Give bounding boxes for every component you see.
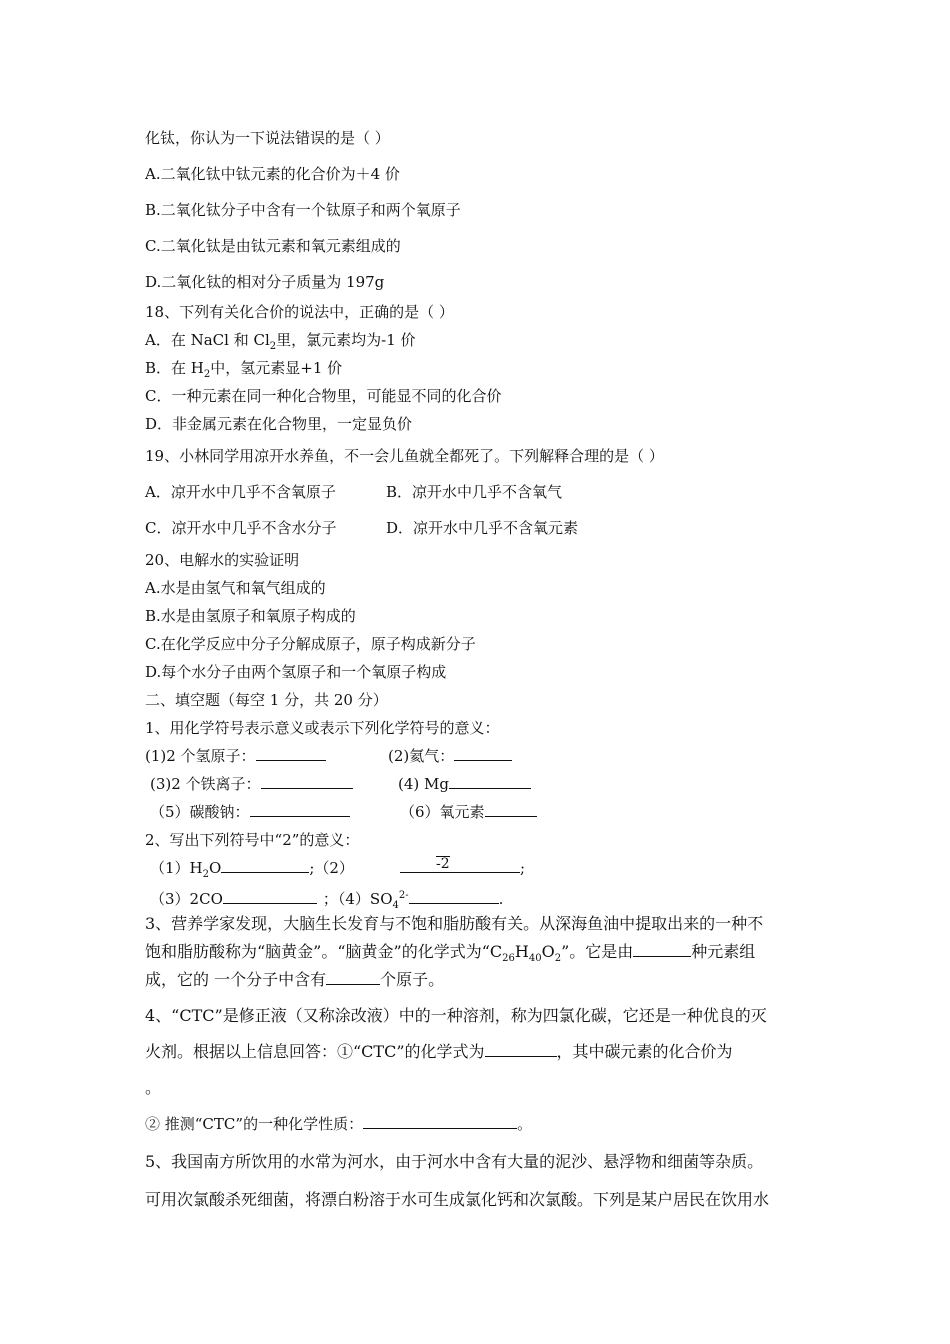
fill2-item2: -2 ; <box>400 858 525 878</box>
answer-blank[interactable] <box>261 774 353 789</box>
fill1-stem: 1、用化学符号表示意义或表示下列化学符号的意义： <box>145 719 500 737</box>
fill1-item2: (2)氦气： <box>388 746 512 766</box>
q20-option-c: C.在化学反应中分子分解成原子，原子构成新分子 <box>145 635 476 653</box>
fill4-line1: 4、“CTC”是修正液（又称涂改液）中的一种溶剂，称为四氯化碳，它还是一种优良的灭 <box>145 1006 767 1025</box>
fill2-stem: 2、写出下列符号中“2”的意义： <box>145 831 360 849</box>
q20-option-a: A.水是由氢气和氧气组成的 <box>145 579 326 597</box>
fill3-line2: 饱和脂肪酸称为“脑黄金”。“脑黄金”的化学式为“$C_{26}H_{40}O_2$”。它是由 种元素组 <box>145 942 756 965</box>
fill1-item1: (1)2 个氢原子： <box>145 746 326 766</box>
fill4-line2: 火剂。根据以上信息回答：①“CTC”的化学式为 ，其中碳元素的化合价为 <box>145 1042 733 1061</box>
fill1-item3: (3)2 个铁离子： <box>150 774 353 794</box>
answer-blank[interactable] <box>485 1042 557 1057</box>
answer-blank[interactable] <box>409 889 499 904</box>
fill1-item5: （5）碳酸钠： <box>150 802 350 822</box>
fill2-item3: （3）2CO ；$(4)SO_4^{2-}$ . <box>150 890 504 911</box>
fill1-item4: (4) Mg <box>398 774 531 794</box>
q18-option-b: B．在 $H_2$中，氢元素显+1 价 <box>145 359 343 380</box>
q20-option-b: B.水是由氢原子和氧原子构成的 <box>145 607 356 625</box>
q17-option-d: D.二氧化钛的相对分子质量为 197g <box>145 273 385 291</box>
charge-superscript: -2 <box>436 856 450 872</box>
fill3-line1: 3、营养学家发现，大脑生长发育与不饱和脂肪酸有关。从深海鱼油中提取出来的一种不 <box>145 914 764 933</box>
answer-blank[interactable] <box>633 942 691 957</box>
q17-stem: 化钛，你认为一下说法错误的是（ ） <box>145 129 390 147</box>
q19-option-b: B．凉开水中几乎不含氧气 <box>386 483 563 501</box>
q17-option-b: B.二氧化钛分子中含有一个钛原子和两个氧原子 <box>145 201 461 219</box>
q17-option-a: A.二氧化钛中钛元素的化合价为＋4 价 <box>145 165 400 183</box>
q19-option-d: D．凉开水中几乎不含氧元素 <box>386 519 579 537</box>
answer-blank[interactable] <box>449 774 531 789</box>
answer-blank[interactable] <box>454 746 512 761</box>
answer-blank[interactable] <box>485 802 537 817</box>
q18-option-d: D．非金属元素在化合物里，一定显负价 <box>145 415 413 433</box>
q18-option-c: C．一种元素在同一种化合物里，可能显不同的化合价 <box>145 387 502 405</box>
fill5-line1: 5、我国南方所饮用的水常为河水，由于河水中含有大量的泥沙、悬浮物和细菌等杂质。 <box>145 1152 764 1171</box>
q18-stem: 18、下列有关化合价的说法中，正确的是（ ） <box>145 303 454 321</box>
q19-option-a: A．凉开水中几乎不含氧原子 <box>145 483 336 501</box>
answer-blank[interactable] <box>326 970 380 985</box>
answer-blank[interactable] <box>400 858 520 873</box>
q20-stem: 20、电解水的实验证明 <box>145 551 300 569</box>
fill4-line3: 。 <box>145 1078 162 1097</box>
answer-blank[interactable] <box>223 889 317 904</box>
q20-option-d: D.每个水分子由两个氢原子和一个氧原子构成 <box>145 663 447 681</box>
fill3-line3: 成，它的 一个分子中含有 个原子。 <box>145 970 445 989</box>
section-heading: 二、填空题（每空 1 分，共 20 分） <box>145 691 388 709</box>
answer-blank[interactable] <box>221 858 309 873</box>
fill1-item6: （6）氧元素 <box>400 802 537 822</box>
fill2-item1: $(1)H_2O$ ;（2） <box>150 859 354 880</box>
q17-option-c: C.二氧化钛是由钛元素和氧元素组成的 <box>145 237 401 255</box>
answer-blank[interactable] <box>250 802 350 817</box>
q19-option-c: C．凉开水中几乎不含水分子 <box>145 519 337 537</box>
answer-blank[interactable] <box>256 746 326 761</box>
q18-option-a: A．在 NaCl 和 $Cl_2$里，氯元素均为-1 价 <box>145 331 416 352</box>
answer-blank[interactable] <box>363 1114 517 1129</box>
fill4-line4: ② 推测“CTC”的一种化学性质： 。 <box>145 1115 533 1133</box>
q19-stem: 19、小林同学用凉开水养鱼，不一会儿鱼就全都死了。下列解释合理的是（ ） <box>145 447 664 465</box>
fill5-line2: 可用次氯酸杀死细菌，将漂白粉溶于水可生成氯化钙和次氯酸。下列是某户居民在饮用水 <box>145 1190 770 1209</box>
